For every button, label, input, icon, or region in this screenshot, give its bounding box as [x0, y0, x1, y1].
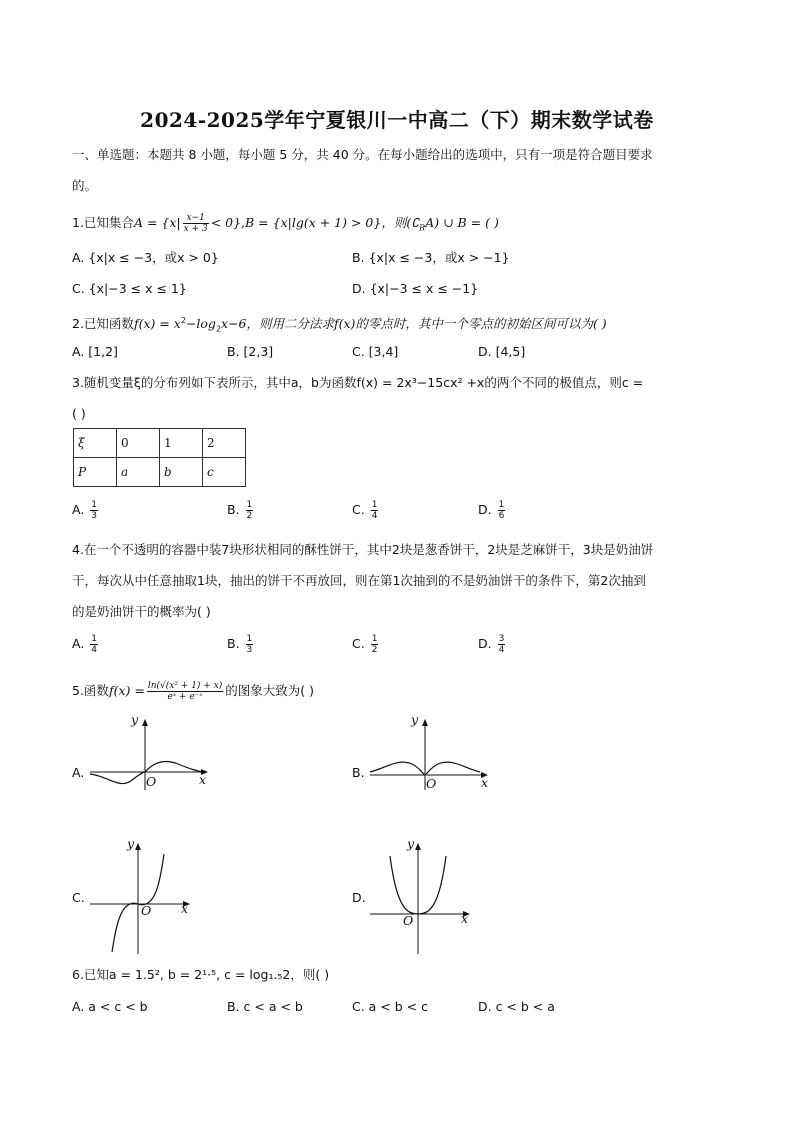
distribution-table	[73, 428, 246, 487]
graph-d-label: D.	[352, 890, 366, 905]
y-axis-arrow	[422, 719, 428, 726]
q1-option-b: B. {x|x ≤ −3，或x > −1}	[352, 250, 510, 265]
q6-option-a: A. a < c < b	[72, 999, 148, 1014]
q3-option-d: D. $\frac{1}{6}$	[478, 500, 505, 521]
question-4-line1: 4.在一个不透明的容器中装7块形状相同的酥性饼干，其中2块是葱香饼干，2块是芝麻饼干，3块是奶油饼	[72, 542, 654, 557]
q1-option-c: C. {x|−3 ≤ x ≤ 1}	[72, 281, 187, 296]
q6-option-b: B. c < a < b	[227, 999, 303, 1014]
table-cell: c	[203, 458, 246, 487]
q4-option-c: C. $\frac{1}{2}$	[352, 634, 378, 655]
section-heading-line1: 一、单选题：本题共 8 小题，每小题 5 分，共 40 分。在每小题给出的选项中，只有一项是符合题目要求	[72, 147, 653, 162]
graph-d-y: y	[407, 836, 415, 851]
graph-b-origin: O	[426, 776, 437, 791]
question-1-stem: 1.已知集合A = {x| $\frac{x-1}{x + 3}$ < 0},B = {x|lg(x + 1) > 0}，则$(∁_RA)$ ∪ B = ( )	[72, 213, 499, 234]
y-axis-arrow	[142, 719, 148, 726]
q1-option-a: A. {x|x ≤ −3，或x > 0}	[72, 250, 219, 265]
q4-option-b: B. $\frac{1}{3}$	[227, 634, 253, 655]
q2-option-b: B. [2,3]	[227, 344, 274, 359]
graph-c-origin: O	[141, 903, 152, 918]
q4-option-d: D. $\frac{3}{4}$	[478, 634, 505, 655]
y-axis-arrow	[135, 843, 141, 850]
graph-d-x: x	[461, 911, 469, 926]
question-4-line3: 的是奶油饼干的概率为( )	[72, 604, 211, 619]
q1-option-d: D. {x|−3 ≤ x ≤ −1}	[352, 281, 479, 296]
page-title: 2024-2025学年宁夏银川一中高二（下）期末数学试卷	[140, 108, 654, 132]
q2-option-d: D. [4,5]	[478, 344, 526, 359]
question-6-stem: 6.已知a = 1.5², b = 2¹·⁵, c = log₁.₅2，则( )	[72, 967, 330, 982]
graph-c-y: y	[127, 836, 135, 851]
q2-option-a: A. [1,2]	[72, 344, 118, 359]
graph-a-label: A.	[72, 765, 85, 780]
q6-option-c: C. a < b < c	[352, 999, 428, 1014]
graph-c-label: C.	[72, 890, 85, 905]
question-2-stem: 2.已知函数$f(x) = x^2-\log_2x-6$，则用二分法求f(x)的零点时，其中一个零点的初始区间可以为( )	[72, 316, 607, 334]
q4-option-a: A. $\frac{1}{4}$	[72, 634, 98, 655]
table-row	[74, 429, 246, 458]
table-cell: ξ	[74, 429, 117, 458]
section-heading-line2: 的。	[72, 178, 98, 193]
graph-d-origin: O	[403, 913, 414, 928]
graph-c	[88, 836, 198, 956]
q6-option-d: D. c < b < a	[478, 999, 555, 1014]
graph-b-y: y	[411, 712, 419, 727]
q2-option-c: C. [3,4]	[352, 344, 399, 359]
graph-a-x: x	[199, 772, 207, 787]
table-row	[74, 458, 246, 487]
table-cell: P	[74, 458, 117, 487]
table-cell: 1	[160, 429, 203, 458]
table-cell: b	[160, 458, 203, 487]
graph-b-label: B.	[352, 765, 365, 780]
table-cell: a	[117, 458, 160, 487]
graph-c-x: x	[181, 901, 189, 916]
question-3-stem-line1: 3.随机变量ξ的分布列如下表所示，其中a，b为函数f(x) = 2x³−15cx² +x的两个不同的极值点，则c =	[72, 375, 644, 390]
graph-b-x: x	[481, 775, 489, 790]
question-3-stem-line2: ( )	[72, 406, 86, 421]
y-axis-arrow	[415, 843, 421, 850]
question-4-line2: 干，每次从中任意抽取1块，抽出的饼干不再放回，则在第1次抽到的不是奶油饼干的条件下，第2次抽到	[72, 573, 646, 588]
table-cell: 0	[117, 429, 160, 458]
q3-option-a: A. $\frac{1}{3}$	[72, 500, 98, 521]
graph-d	[368, 836, 478, 956]
q3-option-c: C. $\frac{1}{4}$	[352, 500, 378, 521]
graph-a-y: y	[131, 712, 139, 727]
graph-a-origin: O	[146, 774, 157, 789]
table-cell: 2	[203, 429, 246, 458]
question-5-stem: 5.函数f(x) = $\frac{\text{ln(√(x² + 1) + x)}}{\text{eˣ + e⁻ˣ}}$ 的图象大致为( )	[72, 681, 315, 702]
q3-option-b: B. $\frac{1}{2}$	[227, 500, 253, 521]
